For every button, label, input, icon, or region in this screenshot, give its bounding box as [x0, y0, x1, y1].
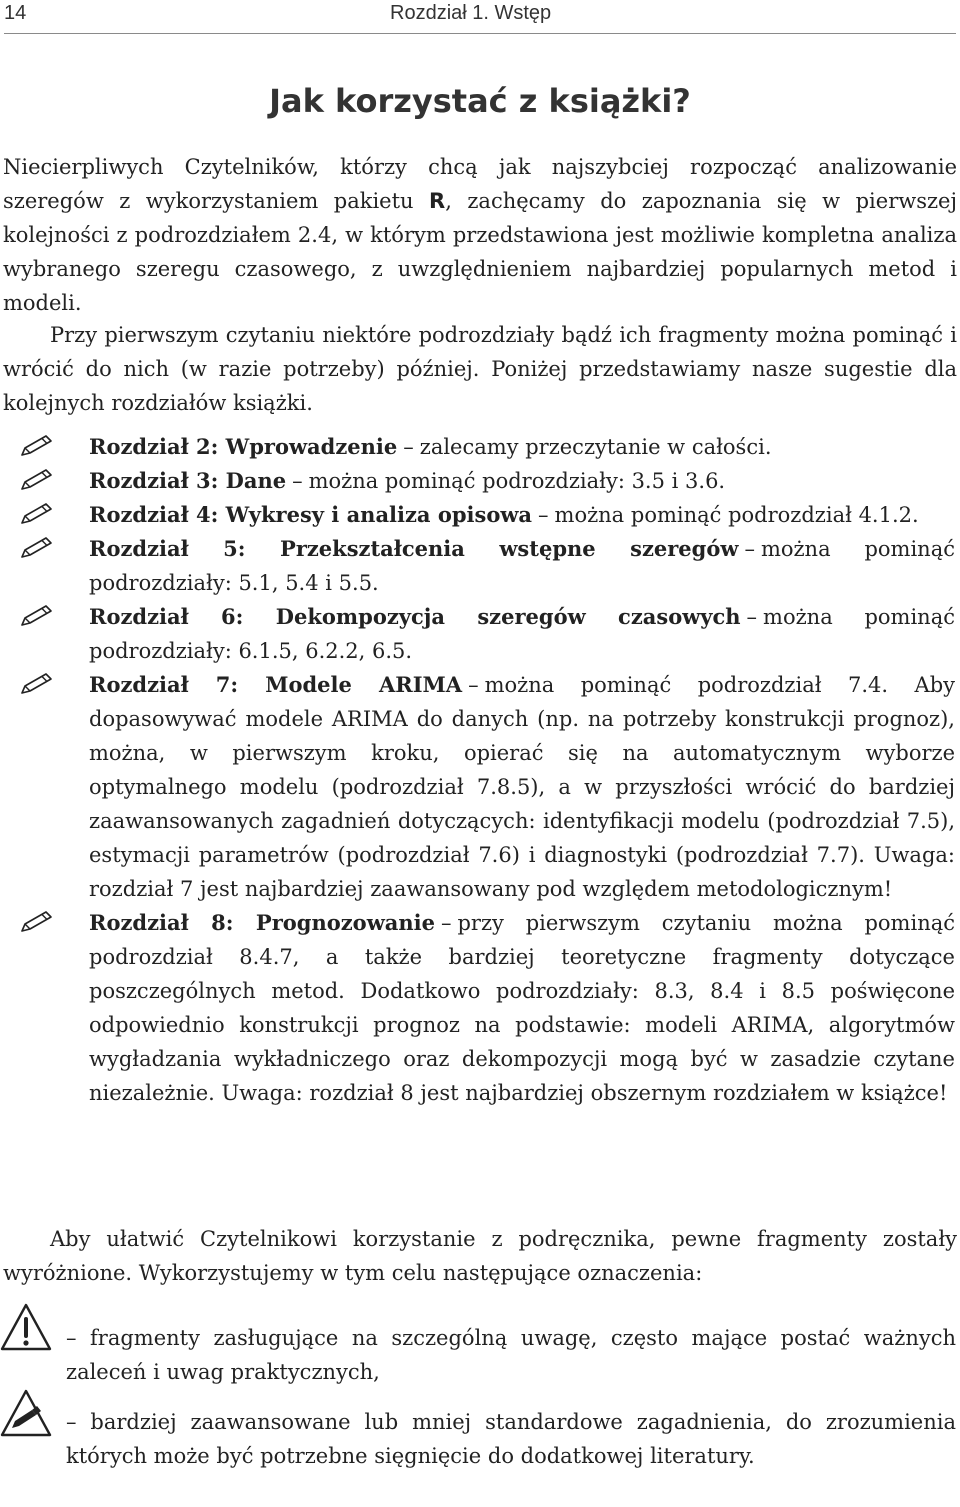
- list-item: [0, 600, 955, 668]
- warning-note-text: – fragmenty zasługujące na szczególną uwagę, często mające postać ważnych zaleceń i uwag praktycznych,: [66, 1326, 956, 1384]
- item-dash: –: [468, 673, 479, 697]
- outro-text: Aby ułatwić Czytelnikowi korzystanie z podręcznika, pewne fragmenty zostały wyróżnione. Wykorzystujemy w tym celu następujące oznaczenia:: [3, 1227, 957, 1285]
- chapter-suggestions-list: [0, 430, 960, 1110]
- pencil-icon: [20, 536, 54, 560]
- item-dash: –: [403, 435, 414, 459]
- outro-paragraph: [3, 1222, 957, 1290]
- item-text: można pominąć podrozdziały: 6.1.5, 6.2.2, 6.5.: [89, 605, 955, 663]
- pencil-icon: [20, 468, 54, 492]
- running-header: [4, 0, 956, 36]
- item-title: Rozdział 2: Wprowadzenie: [89, 434, 398, 459]
- item-dash: –: [292, 469, 303, 493]
- intro-text-2: , zachęcamy do zapoznania się w pierwszej kolejności z podrozdziałem 2.4, w którym przedstawiona jest możliwie kompletna analiza wybranego szeregu czasowego, z uwzględnieniem najbardziej popularnych metod i modeli.: [3, 189, 957, 315]
- pencil-icon: [20, 502, 54, 526]
- item-dash: –: [746, 605, 758, 629]
- pencil-icon: [20, 434, 54, 458]
- item-title: Rozdział 8: Prognozowanie: [89, 910, 435, 935]
- item-text: można pominąć podrozdziały: 3.5 i 3.6.: [308, 469, 726, 493]
- item-text: można pominąć podrozdział 7.4. Aby dopasowywać modele ARIMA do danych (np. na potrzeby konstrukcji prognoz), można, w pierwszym kroku, opierać się na automatycznym wyborze optymalnego modelu (podrozdział 7.8.5), a w przyszłości wrócić do bardziej zaawansowanych zagadnień dotyczących: identyfikacji modelu (podrozdział 7.5), estymacji parametrów (podrozdział 7.6) i diagnostyki (podrozdział 7.7). Uwaga: rozdział 7 jest najbardziej zaawansowany pod względem metodologicznym!: [89, 673, 955, 901]
- item-dash: –: [440, 911, 452, 935]
- item-title: Rozdział 3: Dane: [89, 468, 287, 493]
- r-logo: R: [429, 189, 446, 213]
- intro-paragraph-1: [3, 150, 957, 320]
- list-item: [0, 498, 955, 532]
- intro-paragraph-2: [3, 318, 957, 420]
- intro-text-1: Niecierpliwych Czytelników, którzy chcą jak najszybciej rozpocząć analizowanie szeregów z wykorzystaniem pakietu: [3, 155, 957, 213]
- header-rule: [4, 33, 956, 34]
- item-title: Rozdział 4: Wykresy i analiza opisowa: [89, 502, 533, 527]
- item-title: Rozdział 7: Modele ARIMA: [89, 672, 463, 697]
- item-text: przy pierwszym czytaniu można pominąć podrozdział 8.4.7, a także bardziej teoretyczne fragmenty dotyczące poszczególnych metod. Dodatkowo podrozdziały: 8.3, 8.4 i 8.5 poświęcone odpowiednio konstrukcji prognoz na podstawie: modeli ARIMA, algorytmów wygładzania wykładniczego oraz dekompozycji mogą być w zasadzie czytane niezależnie. Uwaga: rozdział 8 jest najbardziej obszernym rozdziałem w książce!: [89, 911, 955, 1105]
- item-title: Rozdział 6: Dekompozycja szeregów czasowych: [89, 604, 741, 629]
- intro-text-3: Przy pierwszym czytaniu niektóre podrozdziały bądź ich fragmenty można pominąć i wrócić do nich (w razie potrzeby) później. Poniżej przedstawiamy nasze sugestie dla kolejnych rozdziałów książki.: [3, 323, 957, 415]
- pencil-icon: [20, 672, 54, 696]
- item-text: zalecamy przeczytanie w całości.: [419, 435, 772, 459]
- pencil-icon: [20, 604, 54, 628]
- list-item: [0, 906, 955, 1110]
- advanced-note-text: – bardziej zaawansowane lub mniej standardowe zagadnienia, do zrozumienia których może być potrzebne sięgnięcie do dodatkowej literatury.: [66, 1410, 956, 1468]
- list-item: [0, 464, 955, 498]
- section-title: Jak korzystać z książki?: [269, 82, 691, 120]
- item-dash: –: [538, 503, 549, 527]
- item-text: można pominąć podrozdział 4.1.2.: [554, 503, 919, 527]
- list-item: [0, 532, 955, 600]
- item-dash: –: [744, 537, 755, 561]
- list-item: [0, 430, 955, 464]
- running-title: Rozdział 1. Wstęp: [390, 2, 552, 24]
- item-text: można pominąć podrozdziały: 5.1, 5.4 i 5.5.: [89, 537, 955, 595]
- warning-triangle-icon: [0, 1302, 52, 1354]
- pencil-icon: [20, 910, 54, 934]
- advanced-pencil-triangle-icon: [0, 1388, 52, 1440]
- item-title: Rozdział 5: Przekształcenia wstępne szeregów: [89, 536, 739, 561]
- page-number: 14: [4, 2, 27, 24]
- list-item: [0, 668, 955, 906]
